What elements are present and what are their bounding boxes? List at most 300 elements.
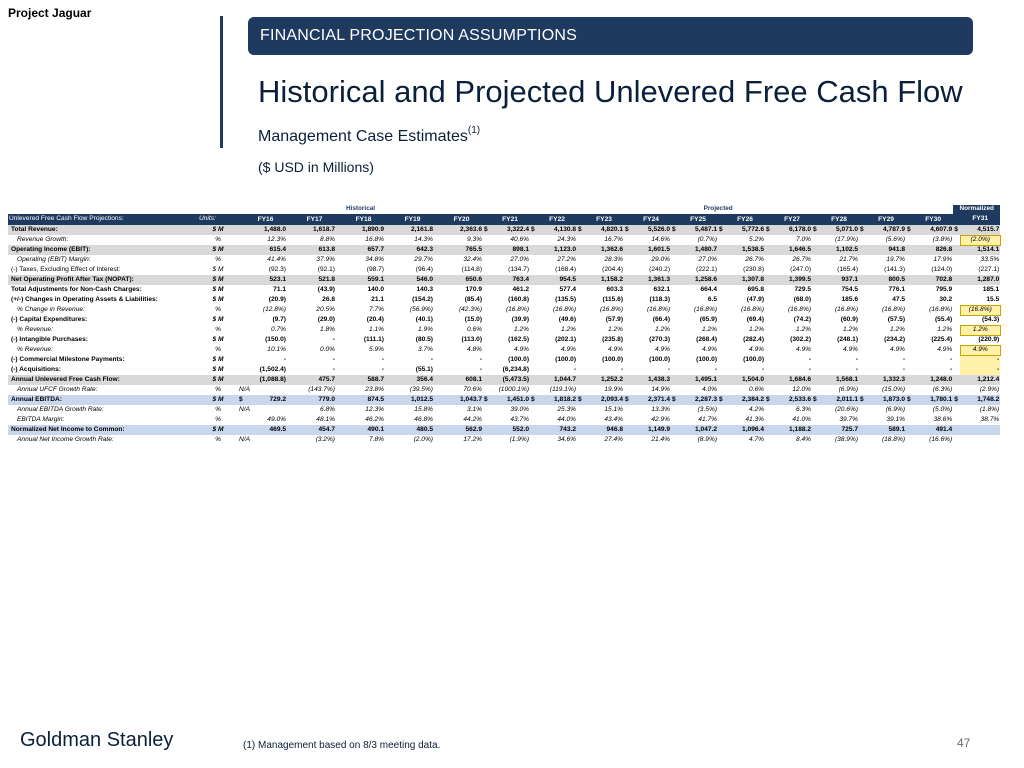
row-unit: $ M (212, 315, 224, 323)
dollar-sign-cell (859, 285, 866, 295)
value-cell-fy23: (204.4) (602, 265, 624, 273)
value-cell-fy30: (225.4) (931, 335, 953, 343)
units-note: ($ USD in Millions) (258, 159, 374, 175)
value-cell-fy17: 26.8 (322, 295, 335, 303)
value-cell-fy16: (150.0) (265, 335, 286, 343)
value-cell-fy19: 1,012.5 (391, 395, 434, 405)
dollar-sign-cell (577, 265, 584, 275)
value-cell-fy24: - (667, 365, 671, 373)
value-cell-fy23: 1,252.2 (584, 375, 624, 385)
value-cell-fy26: (16.8%) (740, 305, 765, 313)
dollar-sign-cell (859, 305, 866, 315)
value-cell-fy25: 1,047.2 (678, 425, 718, 435)
row-label: Annual EBITDA: (8, 395, 198, 405)
dollar-sign-cell (765, 425, 772, 435)
dollar-sign-cell: $ (624, 395, 631, 405)
value-cell-fy31: 1,212.4 (960, 375, 1000, 385)
table-row (8, 235, 1000, 245)
value-cell-fy20: 608.1 (440, 375, 483, 385)
value-cell-fy17: - (332, 355, 335, 363)
value-cell-fy19: (96.4) (415, 265, 433, 273)
dollar-sign-cell (577, 335, 584, 345)
value-cell-fy17: (29.0) (317, 315, 335, 323)
table-row (8, 435, 1000, 445)
dollar-sign-cell: N/A (239, 385, 250, 393)
dollar-sign-cell (906, 335, 913, 345)
row-unit: % (215, 325, 221, 333)
dollar-sign-cell (624, 305, 631, 315)
dollar-sign-cell (859, 385, 866, 395)
row-label: Annual Net Income Growth Rate: (17, 435, 114, 443)
value-cell-fy16: 615.4 (244, 245, 287, 255)
dollar-sign-cell: $ (530, 395, 537, 405)
value-cell-fy26: (282.4) (743, 335, 765, 343)
dollar-sign-cell (859, 425, 866, 435)
dollar-sign-cell (953, 295, 960, 305)
value-cell-fy19: (55.1) (415, 365, 433, 373)
value-cell-fy30: 702.8 (913, 275, 953, 285)
dollar-sign-cell (765, 345, 772, 355)
value-cell-fy21: 3,322.4 (490, 225, 530, 235)
value-cell-fy23: 43.4% (604, 415, 624, 423)
value-cell-fy22: 4,130.8 (537, 225, 577, 235)
dollar-sign-cell (577, 425, 584, 435)
row-label: Revenue Growth: (17, 235, 69, 243)
value-cell-fy24: 14.9% (651, 385, 671, 393)
value-cell-fy21: (16.8%) (505, 305, 530, 313)
value-cell-fy16: (12.8%) (262, 305, 286, 313)
value-cell-fy20: 17.2% (463, 435, 483, 443)
dollar-sign-cell (483, 335, 490, 345)
label-header: Unlevered Free Cash Flow Projections: (8, 214, 198, 225)
dollar-sign-cell (671, 375, 678, 385)
value-cell-fy31: 4.9% (960, 345, 1000, 355)
value-cell-fy26: 4.7% (749, 435, 765, 443)
value-cell-fy22: 577.4 (559, 285, 577, 293)
value-cell-fy18: 21.1 (371, 295, 384, 303)
value-cell-fy27: - (808, 355, 812, 363)
value-cell-fy19: 546.0 (391, 275, 434, 285)
dollar-sign-cell: $ (718, 395, 725, 405)
row-unit: % (215, 405, 221, 413)
value-cell-fy28: (17.9%) (834, 235, 859, 243)
dollar-sign-cell (624, 255, 631, 265)
value-cell-fy23: 2,093.4 (584, 395, 624, 405)
value-cell-fy17: (143.7%) (308, 385, 335, 393)
value-cell-fy29: 1,873.0 (866, 395, 906, 405)
value-cell-fy17: 521.8 (293, 275, 336, 285)
value-cell-fy25: (3.5%) (697, 405, 718, 413)
dollar-sign-cell (859, 435, 866, 445)
value-cell-fy16: (1,502.4) (259, 365, 286, 373)
dollar-sign-cell (953, 365, 960, 375)
dollar-sign-cell (577, 325, 584, 335)
value-cell-fy31: - (960, 365, 1000, 375)
dollar-sign-cell (624, 335, 631, 345)
value-cell-fy21: 40.6% (510, 235, 530, 243)
value-cell-fy26: (47.9) (746, 295, 765, 303)
value-cell-fy25: - (714, 365, 718, 373)
value-cell-fy25: 1.2% (702, 325, 718, 333)
value-cell-fy24: (100.0) (649, 355, 671, 363)
dollar-sign-cell (671, 255, 678, 265)
value-cell-fy25: (16.8%) (693, 305, 718, 313)
row-unit: $ M (212, 355, 224, 363)
table-row (8, 325, 1000, 335)
dollar-sign-cell (812, 255, 819, 265)
header-spacer (718, 214, 725, 225)
dollar-sign-cell (577, 375, 584, 385)
header-spacer (624, 214, 631, 225)
dollar-sign-cell (953, 325, 960, 335)
value-cell-fy21: (1000.1%) (498, 385, 530, 393)
column-header-fy24: FY24 (631, 214, 671, 225)
dollar-sign-cell (671, 355, 678, 365)
dollar-sign-cell (624, 375, 631, 385)
dollar-sign-cell (718, 405, 725, 415)
value-cell-fy17: 8.8% (319, 235, 335, 243)
value-cell-fy20: 0.6% (467, 325, 483, 333)
row-unit: % (215, 255, 221, 263)
dollar-sign-cell (859, 415, 866, 425)
column-header-fy17: FY17 (293, 214, 336, 225)
value-cell-fy28: 4.9% (843, 345, 859, 353)
dollar-sign-cell (859, 355, 866, 365)
value-cell-fy16: 469.5 (244, 425, 287, 435)
header-spacer (812, 214, 819, 225)
value-cell-fy16: - (283, 355, 286, 363)
dollar-sign-cell (718, 415, 725, 425)
dollar-sign-cell (765, 255, 772, 265)
value-cell-fy31: 1,287.0 (960, 275, 1000, 285)
value-cell-fy26: 5.2% (749, 235, 765, 243)
dollar-sign-cell (906, 265, 913, 275)
dollar-sign-cell (953, 345, 960, 355)
dollar-sign-cell (483, 355, 490, 365)
dollar-sign-cell (953, 265, 960, 275)
value-cell-fy29: 1.2% (890, 325, 906, 333)
dollar-sign-cell (671, 295, 678, 305)
row-label: (-) Intangible Purchases: (11, 335, 88, 343)
dollar-sign-cell (671, 305, 678, 315)
dollar-sign-cell (671, 345, 678, 355)
value-cell-fy18: 46.2% (365, 415, 384, 423)
dollar-sign-cell (953, 425, 960, 435)
dollar-sign-cell (765, 355, 772, 365)
value-cell-fy25: (0.7%) (697, 235, 718, 243)
dollar-sign-cell (765, 415, 772, 425)
dollar-sign-cell (577, 235, 584, 245)
value-cell-fy20: 562.9 (440, 425, 483, 435)
value-cell-fy30: 4,607.9 (913, 225, 953, 235)
value-cell-fy24: (16.8%) (646, 305, 671, 313)
value-cell-fy25: (8.9%) (697, 435, 718, 443)
value-cell-fy23: 1.2% (608, 325, 624, 333)
dollar-sign-cell (953, 315, 960, 325)
dollar-sign-cell (624, 435, 631, 445)
value-cell-fy24: 2,371.4 (631, 395, 671, 405)
value-cell-fy24: (270.3) (649, 335, 671, 343)
value-cell-fy26: 695.8 (747, 285, 765, 293)
value-cell-fy18: 5.9% (368, 345, 384, 353)
header-spacer (577, 214, 584, 225)
dollar-sign-cell (483, 325, 490, 335)
value-cell-fy18: 490.1 (342, 425, 385, 435)
value-cell-fy21: 1,451.0 (490, 395, 530, 405)
dollar-sign-cell (718, 255, 725, 265)
value-cell-fy20: 650.6 (440, 275, 483, 285)
value-cell-fy21: (134.7) (508, 265, 530, 273)
dollar-sign-cell (530, 265, 537, 275)
value-cell-fy25: 1,258.6 (678, 275, 718, 285)
value-cell-fy29: - (902, 355, 906, 363)
value-cell-fy25: 4.9% (702, 345, 718, 353)
value-cell-fy27: 6.3% (796, 405, 812, 413)
value-cell-fy27: 8.4% (796, 435, 812, 443)
value-cell-fy21: 4.9% (514, 345, 530, 353)
value-cell-fy28: (16.8%) (834, 305, 859, 313)
table-row (8, 355, 1000, 365)
column-header-fy31: FY31 (960, 214, 1000, 225)
dollar-sign-cell (812, 305, 819, 315)
value-cell-fy31: (16.8%) (960, 305, 1000, 315)
dollar-sign-cell (812, 415, 819, 425)
value-cell-fy22: (202.1) (555, 335, 577, 343)
value-cell-fy23: 946.8 (584, 425, 624, 435)
value-cell-fy17: 48.1% (316, 415, 335, 423)
value-cell-fy16: 71.1 (273, 285, 286, 293)
dollar-sign-cell (906, 305, 913, 315)
value-cell-fy21: (100.0) (508, 355, 530, 363)
dollar-sign-cell (765, 375, 772, 385)
value-cell-fy20: (113.0) (461, 335, 483, 343)
dollar-sign-cell (812, 385, 819, 395)
value-cell-fy24: 1,361.3 (631, 275, 671, 285)
column-header-fy16: FY16 (244, 214, 287, 225)
value-cell-fy20: 44.2% (463, 415, 483, 423)
value-cell-fy25: 2,287.3 (678, 395, 718, 405)
dollar-sign-cell (483, 415, 490, 425)
value-cell-fy27: (247.0) (790, 265, 812, 273)
dollar-sign-cell (765, 315, 772, 325)
value-cell-fy25: 1,480.7 (678, 245, 718, 255)
dollar-sign-cell (671, 415, 678, 425)
dollar-sign-cell (577, 285, 584, 295)
value-cell-fy31: (1.8%) (979, 405, 1000, 413)
value-cell-fy19: 356.4 (391, 375, 434, 385)
value-cell-fy23: (57.9) (605, 315, 624, 323)
dollar-sign-cell (483, 265, 490, 275)
value-cell-fy24: 4.9% (655, 345, 671, 353)
value-cell-fy28: 1.2% (843, 325, 859, 333)
dollar-sign-cell (483, 435, 490, 445)
dollar-sign-cell (765, 235, 772, 245)
dollar-sign-cell (624, 245, 631, 255)
value-cell-fy16: (20.9) (268, 295, 286, 303)
value-cell-fy22: - (573, 365, 577, 373)
value-cell-fy27: (74.2) (793, 315, 812, 323)
dollar-sign-cell (671, 425, 678, 435)
value-cell-fy30: (5.0%) (932, 405, 953, 413)
value-cell-fy22: (100.0) (555, 355, 577, 363)
dollar-sign-cell (906, 375, 913, 385)
value-cell-fy17: - (332, 335, 335, 343)
table-row (8, 265, 1000, 275)
value-cell-fy19: (56.9%) (409, 305, 433, 313)
dollar-sign-cell (953, 385, 960, 395)
dollar-sign-cell (624, 315, 631, 325)
value-cell-fy22: 954.5 (537, 275, 577, 285)
value-cell-fy25: 27.0% (698, 255, 718, 263)
value-cell-fy21: (160.8) (508, 295, 530, 303)
value-cell-fy17: - (332, 365, 335, 373)
value-cell-fy21: (6,234.8) (502, 365, 530, 373)
value-cell-fy20: 170.9 (465, 285, 483, 293)
column-header-fy29: FY29 (866, 214, 906, 225)
value-cell-fy22: 44.0% (557, 415, 577, 423)
dollar-sign-cell (859, 335, 866, 345)
dollar-sign-cell (483, 295, 490, 305)
value-cell-fy22: 24.3% (557, 235, 577, 243)
value-cell-fy18: 7.8% (368, 435, 384, 443)
dollar-sign-cell (671, 275, 678, 285)
table-row (8, 245, 1000, 255)
value-cell-fy29: 4.9% (890, 345, 906, 353)
value-cell-fy29: (57.5) (887, 315, 906, 323)
value-cell-fy29: 39.1% (886, 415, 906, 423)
value-cell-fy20: (42.3%) (458, 305, 483, 313)
dollar-sign-cell (859, 235, 866, 245)
value-cell-fy28: 937.1 (819, 275, 859, 285)
dollar-sign-cell (906, 385, 913, 395)
dollar-sign-cell (624, 235, 631, 245)
dollar-sign-cell (906, 365, 913, 375)
dollar-sign-cell (859, 265, 866, 275)
value-cell-fy19: 1.9% (417, 325, 433, 333)
value-cell-fy18: 23.8% (365, 385, 384, 393)
dollar-sign-cell (953, 245, 960, 255)
value-cell-fy30: - (950, 365, 953, 373)
dollar-sign-cell (953, 405, 960, 415)
dollar-sign-cell (577, 315, 584, 325)
value-cell-fy23: 4,820.1 (584, 225, 624, 235)
dollar-sign-cell (483, 255, 490, 265)
value-cell-fy31: 1.2% (960, 325, 1000, 335)
value-cell-fy20: 9.3% (467, 235, 483, 243)
dollar-sign-cell (530, 365, 537, 375)
dollar-sign-cell: $ (530, 225, 537, 235)
value-cell-fy16: 1,488.0 (244, 225, 287, 235)
value-cell-fy19: (39.5%) (409, 385, 433, 393)
value-cell-fy29: 1,332.3 (866, 375, 906, 385)
dollar-sign-cell: $ (483, 395, 490, 405)
value-cell-fy23: (100.0) (602, 355, 624, 363)
value-cell-fy26: 4.2% (749, 405, 765, 413)
value-cell-fy19: (40.1) (415, 315, 433, 323)
value-cell-fy30: 38.6% (933, 415, 953, 423)
dollar-sign-cell: $ (577, 395, 584, 405)
value-cell-fy24: 1.2% (655, 325, 671, 333)
value-cell-fy22: 1,044.7 (537, 375, 577, 385)
value-cell-fy20: 2,363.6 (440, 225, 483, 235)
dollar-sign-cell (812, 245, 819, 255)
value-cell-fy19: 3.7% (417, 345, 433, 353)
value-cell-fy22: 25.3% (557, 405, 577, 413)
table-row (8, 375, 1000, 385)
dollar-sign-cell (530, 425, 537, 435)
value-cell-fy28: (38.9%) (834, 435, 859, 443)
dollar-sign-cell (624, 365, 631, 375)
value-cell-fy22: 34.6% (557, 435, 577, 443)
dollar-sign-cell (530, 285, 537, 295)
value-cell-fy22: (16.8%) (552, 305, 577, 313)
value-cell-fy24: (118.3) (649, 295, 671, 303)
table-row (8, 315, 1000, 325)
value-cell-fy23: 19.9% (604, 385, 624, 393)
value-cell-fy24: 1,601.5 (631, 245, 671, 255)
dollar-sign-cell (671, 435, 678, 445)
value-cell-fy20: 3.1% (467, 405, 483, 413)
row-label: EBITDA Margin: (17, 415, 65, 423)
header-spacer (483, 214, 490, 225)
header-spacer (953, 214, 960, 225)
value-cell-fy27: 4.9% (796, 345, 812, 353)
value-cell-fy22: 1,818.2 (537, 395, 577, 405)
units-header: Units: (198, 214, 238, 225)
dollar-sign-cell (812, 345, 819, 355)
column-header-fy21: FY21 (490, 214, 530, 225)
column-header-fy30: FY30 (913, 214, 953, 225)
dollar-sign-cell (718, 285, 725, 295)
row-label: Annual Unlevered Free Cash Flow: (8, 375, 198, 385)
dollar-sign-cell: $ (671, 225, 678, 235)
row-unit: $ M (198, 395, 238, 405)
dollar-sign-cell (906, 295, 913, 305)
group-spacer (198, 205, 238, 214)
dollar-sign-cell (483, 405, 490, 415)
value-cell-fy25: (222.1) (696, 265, 718, 273)
value-cell-fy29: (141.3) (884, 265, 906, 273)
value-cell-fy24: (240.2) (649, 265, 671, 273)
value-cell-fy27: 7.0% (796, 235, 812, 243)
value-cell-fy23: 1,158.2 (584, 275, 624, 285)
value-cell-fy28: (60.9) (840, 315, 859, 323)
dollar-sign-cell (483, 345, 490, 355)
dollar-sign-cell (483, 275, 490, 285)
dollar-sign-cell (624, 415, 631, 425)
value-cell-fy16: 49.0% (267, 415, 286, 423)
value-cell-fy28: 2,011.1 (819, 395, 859, 405)
column-header-fy28: FY28 (819, 214, 859, 225)
dollar-sign-cell (530, 435, 537, 445)
dollar-sign-cell (718, 385, 725, 395)
table-row (8, 425, 1000, 435)
dollar-sign-cell (624, 345, 631, 355)
value-cell-fy29: (18.8%) (881, 435, 906, 443)
value-cell-fy16: 729.2 (244, 395, 287, 405)
value-cell-fy28: 1,102.5 (819, 245, 859, 255)
value-cell-fy21: 461.2 (512, 285, 530, 293)
dollar-sign-cell (765, 305, 772, 315)
value-cell-fy19: 29.7% (414, 255, 433, 263)
dollar-sign-cell (906, 315, 913, 325)
row-unit: % (215, 435, 221, 443)
value-cell-fy31: 4,515.7 (960, 225, 1000, 235)
group-historical: Historical (238, 205, 483, 214)
subtitle-footnote-marker: (1) (467, 125, 481, 136)
dollar-sign-cell (718, 265, 725, 275)
dollar-sign-cell: $ (238, 395, 244, 405)
